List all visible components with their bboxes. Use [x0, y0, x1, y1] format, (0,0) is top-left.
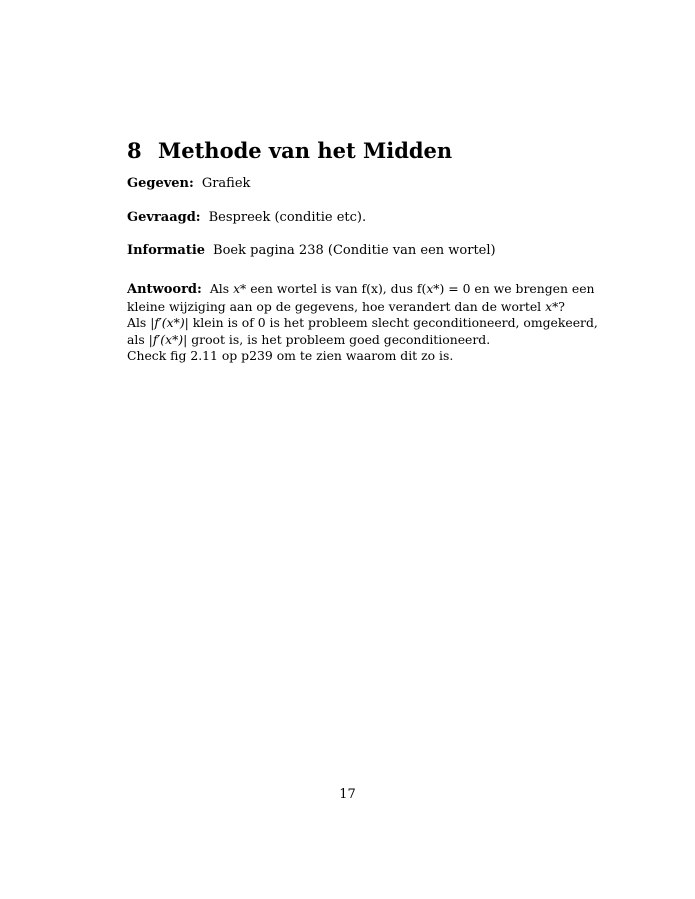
- answer-text: ?: [558, 298, 565, 314]
- answer-line-1: [127, 281, 595, 299]
- answer-text: kleine wijziging aan op de gegevens, hoe verandert dan de wortel: [127, 298, 542, 314]
- section-heading: [127, 138, 452, 163]
- field-informatie-value: Boek pagina 238 (Conditie van een wortel): [213, 243, 496, 258]
- math-derivative-expr: |f′(x*)|: [148, 331, 188, 347]
- answer-text: klein is of 0 is het probleem slecht geconditioneerd, omgekeerd,: [192, 315, 598, 330]
- answer-line-4: [127, 332, 577, 349]
- field-gegeven: [127, 176, 250, 191]
- answer-line-5: Check fig 2.11 op p239 om te zien waarom dit zo is.: [127, 348, 454, 363]
- answer-text: ) = 0 en we brengen een: [439, 281, 595, 296]
- math-x-star: x*: [426, 281, 440, 296]
- math-x-star: x*: [233, 281, 247, 296]
- answer-text: een wortel is van f(x), dus f(: [250, 281, 427, 296]
- field-gegeven-value: Grafiek: [201, 176, 251, 191]
- field-gevraagd-label: Gevraagd:: [127, 210, 201, 225]
- field-gegeven-label: Gegeven:: [127, 176, 194, 191]
- field-informatie-label: Informatie: [127, 243, 206, 258]
- math-x-star: x*: [545, 298, 559, 314]
- page-number: 17: [339, 787, 356, 802]
- section-number: 8: [127, 138, 142, 163]
- math-derivative-expr: |f′(x*)|: [150, 315, 189, 330]
- answer-text: Als: [127, 315, 147, 330]
- field-gevraagd: [127, 210, 366, 225]
- section-title: Methode van het Midden: [158, 138, 453, 163]
- answer-label: Antwoord:: [127, 282, 202, 297]
- field-gevraagd-value: Bespreek (conditie etc).: [208, 210, 367, 225]
- answer-line-2: [127, 299, 577, 316]
- answer-text: als: [127, 331, 145, 347]
- answer-text: Als: [209, 281, 230, 296]
- field-informatie: [127, 243, 496, 258]
- answer-paragraph: [127, 281, 598, 365]
- answer-text: groot is, is het probleem goed geconditioneerd.: [191, 331, 491, 347]
- answer-line-3: [127, 315, 598, 332]
